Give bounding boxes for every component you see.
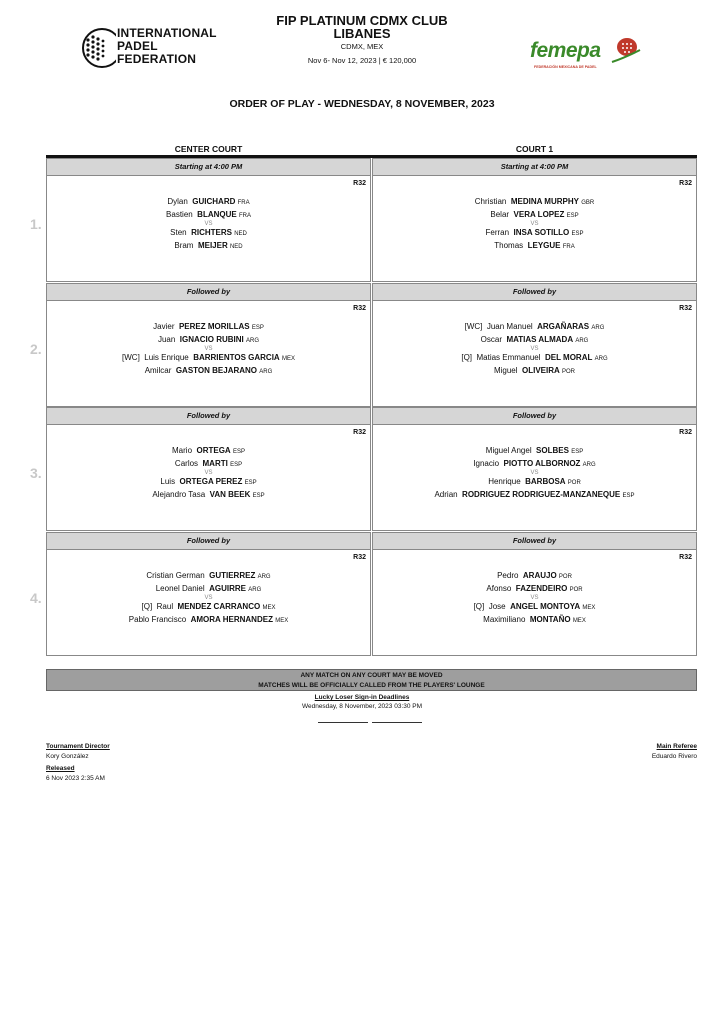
player-nationality: MEX [582,605,596,611]
player-first-name: Henrique [488,477,521,486]
round-label: R32 [679,554,692,561]
versus-label: VS [530,346,539,352]
padel-racket-icon [610,36,644,66]
padel-ball-icon [80,26,116,70]
player-entry [47,240,370,253]
player-nationality: MEX [275,618,289,624]
player-first-name: Luis Enrique [144,353,189,362]
released-value: 6 Nov 2023 2:35 AM [46,775,105,782]
player-last-name: MEIJER [197,241,228,250]
player-entry [47,570,370,583]
lucky-loser-block [0,694,724,710]
player-nationality: POR [569,587,583,593]
player-nationality: POR [562,369,576,375]
player-first-name: Christian [474,197,507,206]
player-entry [373,570,696,583]
player-nationality: MEX [281,356,295,362]
slot-time-bar: Starting at 4:00 PM [372,158,697,176]
player-entry [373,227,696,240]
player-last-name: AMORA HERNANDEZ [190,615,273,624]
referee-label: Main Referee [656,743,697,750]
court-header-center: CENTER COURT [174,144,243,154]
player-entry [373,601,696,614]
player-nationality: FRA [238,213,251,219]
player-first-name: Pablo Francisco [128,615,187,624]
slot-number: 1. [30,216,42,232]
player-first-name: Raul [156,602,174,611]
player-nationality: ARG [582,462,596,468]
match-players [373,196,696,253]
player-first-name: Ignacio [473,459,500,468]
player-nationality: ARG [594,356,608,362]
player-first-name: Juan [157,335,176,344]
player-last-name: OLIVEIRA [522,366,560,375]
player-entry [47,321,370,334]
player-entry [373,445,696,458]
event-location: CDMX, MEX [340,42,384,51]
player-entry [373,196,696,209]
player-last-name: LEYGUE [527,241,561,250]
player-last-name: GASTON BEJARANO [175,366,258,375]
player-first-name: Miguel [493,366,518,375]
player-last-name: PIOTTO ALBORNOZ [503,459,581,468]
player-nationality: ESP [251,325,264,331]
director-name: Kory González [46,753,89,760]
player-first-name: Juan Manuel [486,322,533,331]
player-entry [47,476,370,489]
slot-number: 2. [30,341,42,357]
player-seed: [WC] [122,353,140,362]
player-first-name: Oscar [480,335,502,344]
match-box [372,424,697,531]
ipf-line-3: FEDERATION [117,52,197,66]
player-last-name: BARBOSA [525,477,566,486]
femepa-logo-word: femepa [530,39,601,62]
match-players [47,445,370,502]
player-nationality: MEX [262,605,276,611]
versus-label: VS [530,470,539,476]
match-players [373,321,696,378]
player-seed: [Q] [461,353,473,362]
player-last-name: ARGAÑARAS [537,322,590,331]
match-box [46,549,371,656]
match-players [373,445,696,502]
player-first-name: Bram [174,241,194,250]
notice-line-1: ANY MATCH ON ANY COURT MAY BE MOVED [300,671,443,679]
signature-line-right [372,722,422,723]
round-label: R32 [679,180,692,187]
director-label: Tournament Director [46,743,110,750]
player-last-name: MEDINA MURPHY [510,197,579,206]
player-first-name: Dylan [167,197,188,206]
player-entry [373,365,696,378]
player-last-name: AGUIRRE [209,584,247,593]
player-nationality: NED [234,231,247,237]
slot-number: 3. [30,465,42,481]
player-entry [47,365,370,378]
player-entry [373,240,696,253]
event-title-block [200,14,524,65]
player-first-name: Matias Emmanuel [476,353,541,362]
round-label: R32 [353,305,366,312]
slot-time-bar: Followed by [46,407,371,425]
player-last-name: MENDEZ CARRANCO [177,602,261,611]
player-first-name: Ferran [485,228,510,237]
player-nationality: ARG [259,369,273,375]
order-of-play-title: ORDER OF PLAY - WEDNESDAY, 8 NOVEMBER, 2023 [229,98,495,110]
player-first-name: Carlos [174,459,199,468]
versus-label: VS [204,470,213,476]
femepa-logo-subtitle: FEDERACIÓN MEXICANA DE PADEL [534,65,597,69]
match-box [372,549,697,656]
court-header-court1: COURT 1 [515,144,554,154]
ipf-logo [80,26,217,70]
player-first-name: Adrian [434,490,458,499]
player-last-name: BARRIENTOS GARCIA [193,353,280,362]
player-first-name: Maximiliano [483,615,526,624]
player-first-name: Leonel Daniel [155,584,205,593]
ipf-line-2: PADEL [117,39,158,53]
lucky-loser-datetime: Wednesday, 8 November, 2023 03:30 PM [301,703,423,710]
slot-time-bar: Followed by [372,532,697,550]
player-nationality: ARG [575,338,589,344]
event-dates-prize: Nov 6- Nov 12, 2023 | € 120,000 [307,56,417,65]
player-nationality: ESP [571,449,584,455]
released-label: Released [46,765,75,772]
versus-label: VS [204,346,213,352]
player-last-name: VAN BEEK [209,490,251,499]
round-label: R32 [679,429,692,436]
round-label: R32 [353,554,366,561]
player-entry [373,489,696,502]
match-players [373,570,696,627]
player-first-name: Afonso [486,584,512,593]
match-box [46,300,371,407]
player-last-name: VERA LOPEZ [513,210,565,219]
player-first-name: Alejandro Tasa [152,490,206,499]
player-last-name: ANGEL MONTOYA [510,602,581,611]
player-entry [47,489,370,502]
player-first-name: Cristian German [146,571,205,580]
player-last-name: PEREZ MORILLAS [178,322,250,331]
player-seed: [Q] [141,602,153,611]
match-box [372,300,697,407]
player-entry [47,614,370,627]
player-nationality: ESP [252,493,265,499]
player-last-name: MONTAÑO [529,615,571,624]
player-last-name: SOLBES [536,446,569,455]
match-box [372,175,697,282]
player-nationality: ESP [230,462,243,468]
player-last-name: ORTEGA [196,446,231,455]
player-nationality: ARG [591,325,605,331]
round-label: R32 [679,305,692,312]
player-first-name: Pedro [497,571,519,580]
footer-right [652,742,697,762]
versus-label: VS [530,221,539,227]
player-first-name: Mario [172,446,193,455]
event-title-line1: FIP PLATINUM CDMX CLUB [276,13,448,28]
signature-line-left [318,722,368,723]
player-nationality: GBR [581,200,595,206]
player-first-name: Bastien [166,210,193,219]
player-last-name: DEL MORAL [544,353,593,362]
player-last-name: INSA SOTILLO [513,228,570,237]
ipf-line-1: INTERNATIONAL [117,26,217,40]
player-nationality: POR [558,574,572,580]
slot-time-bar: Followed by [46,283,371,301]
player-nationality: ESP [622,493,635,499]
versus-label: VS [204,221,213,227]
player-nationality: ESP [571,231,584,237]
player-first-name: Thomas [494,241,524,250]
player-entry [47,352,370,365]
player-nationality: ESP [244,480,257,486]
match-box [46,424,371,531]
match-players [47,321,370,378]
player-first-name: Miguel Angel [485,446,532,455]
referee-name: Eduardo Rivero [651,753,697,760]
player-entry [47,196,370,209]
player-first-name: Amilcar [144,366,172,375]
player-last-name: RICHTERS [191,228,232,237]
slot-time-bar: Starting at 4:00 PM [46,158,371,176]
player-entry [373,352,696,365]
player-nationality: MEX [572,618,586,624]
player-entry [47,601,370,614]
player-first-name: Jose [488,602,506,611]
player-last-name: BLANQUE [197,210,237,219]
player-first-name: Sten [170,228,187,237]
player-seed: [WC] [464,322,483,331]
player-entry [47,227,370,240]
player-last-name: GUTIERREZ [209,571,256,580]
event-title-line2: LIBANES [333,26,391,41]
versus-label: VS [204,595,213,601]
slot-time-bar: Followed by [372,407,697,425]
player-last-name: IGNACIO RUBINI [179,335,244,344]
player-last-name: MATIAS ALMADA [506,335,574,344]
player-last-name: FAZENDEIRO [515,584,568,593]
player-first-name: Luis [160,477,176,486]
player-entry [373,321,696,334]
player-entry [373,476,696,489]
footer-left [46,742,110,784]
player-nationality: ARG [246,338,260,344]
femepa-logo [530,36,646,80]
player-seed: [Q] [473,602,485,611]
player-nationality: ARG [257,574,271,580]
player-last-name: ARAUJO [522,571,557,580]
round-label: R32 [353,429,366,436]
slot-number: 4. [30,590,42,606]
player-last-name: RODRIGUEZ RODRIGUEZ-MANZANEQUE [462,490,621,499]
match-players [47,570,370,627]
player-nationality: FRA [562,244,575,250]
player-nationality: ESP [232,449,245,455]
slot-time-bar: Followed by [372,283,697,301]
player-first-name: Javier [153,322,175,331]
player-last-name: MARTI [202,459,228,468]
player-entry [373,614,696,627]
player-nationality: FRA [237,200,250,206]
player-nationality: ARG [248,587,262,593]
player-first-name: Belar [490,210,510,219]
notice-banner [46,669,697,691]
lucky-loser-heading: Lucky Loser Sign-in Deadlines [314,694,410,701]
round-label: R32 [353,180,366,187]
player-nationality: POR [567,480,581,486]
player-last-name: ORTEGA PEREZ [179,477,243,486]
versus-label: VS [530,595,539,601]
player-entry [47,445,370,458]
match-players [47,196,370,253]
player-last-name: GUICHARD [192,197,236,206]
notice-line-2: MATCHES WILL BE OFFICIALLY CALLED FROM THE PLAYERS' LOUNGE [258,681,485,689]
slot-time-bar: Followed by [46,532,371,550]
player-nationality: ESP [566,213,579,219]
player-nationality: NED [229,244,243,250]
match-box [46,175,371,282]
